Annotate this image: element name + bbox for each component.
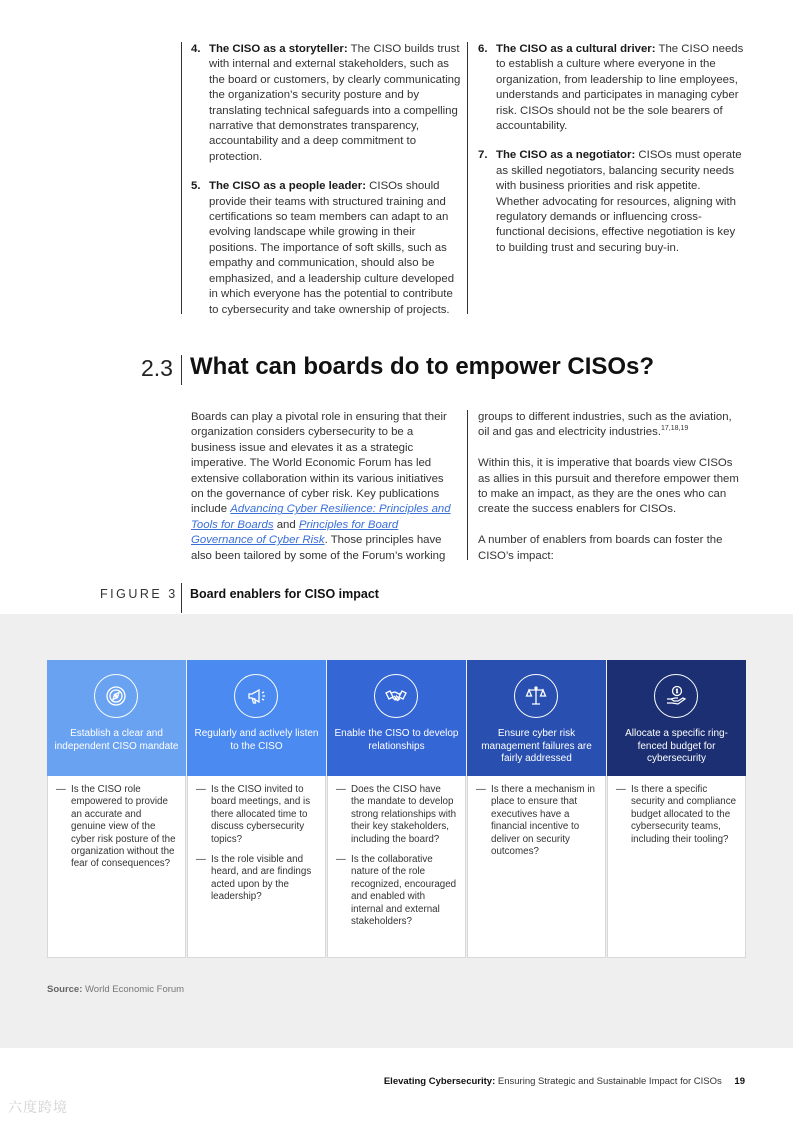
question-item <box>196 854 317 904</box>
role-title: The CISO as a negotiator: <box>496 149 636 162</box>
enablers-grid <box>47 660 746 958</box>
body-column-rule <box>467 410 468 560</box>
enabler-column-relationships <box>327 660 466 958</box>
item-number: 7. <box>478 149 488 162</box>
footer-title-rest: Ensuring Strategic and Sustainable Impact for CISOs <box>497 1076 722 1087</box>
question-text: Is there a mechanism in place to ensure that executives have a financial incentive to deliver on security outcomes? <box>491 784 596 858</box>
question-item <box>336 784 457 846</box>
footnote-refs: 17,18,19 <box>660 425 689 433</box>
enabler-questions <box>327 776 466 958</box>
figure-label-rule <box>181 583 182 613</box>
page-footer <box>384 1076 745 1087</box>
question-text: Is the CISO invited to board meetings, and is there allocated time to discuss cybersecurity topics? <box>211 784 311 845</box>
enabler-header <box>327 660 466 776</box>
footer-title-bold: Elevating Cybersecurity: <box>383 1076 496 1087</box>
source-label: Source: <box>47 984 83 995</box>
question-item <box>616 784 737 846</box>
enabler-header <box>47 660 186 776</box>
enabler-questions <box>467 776 606 958</box>
roles-list-left <box>191 42 461 332</box>
body-paragraph <box>478 410 746 441</box>
column-rule-left <box>181 42 182 314</box>
question-item <box>196 784 317 846</box>
enabler-heading: Establish a clear and independent CISO mandate <box>54 728 179 752</box>
item-number: 4. <box>191 43 201 55</box>
page-number: 19 <box>734 1076 745 1087</box>
dash-bullet: — <box>336 854 346 866</box>
enabler-heading: Regularly and actively listen to the CISO <box>194 728 319 752</box>
enabler-column-listen <box>187 660 326 958</box>
figure-title: Board enablers for CISO impact <box>190 587 379 601</box>
role-text: CISOs must operate as skilled negotiators, balancing security needs with business priorities and risk appetite. Whether advocating for resources, aligning with regulatory demands or influencing cross-functional decisions, effective negotiation is key to building trust and securing buy-in. <box>496 149 742 254</box>
enabler-column-failures <box>467 660 606 958</box>
handshake-icon <box>374 674 418 718</box>
scales-icon <box>514 674 558 718</box>
question-item <box>56 784 177 871</box>
question-text: Is the collaborative nature of the role recognized, encouraged and enabled with internal and external stakeholders? <box>351 854 457 928</box>
role-item-4 <box>191 42 461 165</box>
enabler-header <box>607 660 746 776</box>
role-title: The CISO as a people leader: <box>209 180 366 193</box>
megaphone-icon <box>234 674 278 718</box>
item-number: 6. <box>478 43 488 55</box>
body-paragraph: Within this, it is imperative that boards view CISOs as allies in this pursuit and therefore empower them to make an impact, as they are the ones who can create the success enablers for CISOs. <box>478 457 739 516</box>
link-advancing-cyber-resilience[interactable]: Advancing Cyber Resilience: Principles and Tools for Boards <box>191 503 451 531</box>
question-item <box>336 854 457 928</box>
question-text: Is the role visible and heard, and are findings acted upon by the leadership? <box>211 854 312 903</box>
paragraph-text: groups to different industries, such as the aviation, oil and gas and electricity industries. <box>478 411 732 439</box>
enabler-heading: Enable the CISO to develop relationships <box>334 728 459 752</box>
question-text: Is the CISO role empowered to provide an accurate and genuine view of the cyber risk posture of the organization without the fear of consequences? <box>71 784 176 870</box>
roles-list-right <box>478 42 746 270</box>
enabler-heading: Ensure cyber risk management failures are fairly addressed <box>481 728 592 764</box>
enabler-heading: Allocate a specific ring-fenced budget for cybersecurity <box>625 728 728 764</box>
link-principles-board-governance[interactable]: Principles for Board Governance of Cyber Risk <box>191 518 399 547</box>
dash-bullet: — <box>56 784 66 795</box>
section-heading-rule <box>181 355 182 385</box>
watermark-logo: 六度跨境 <box>8 1099 68 1115</box>
item-number: 5. <box>191 180 201 193</box>
question-text: Does the CISO have the mandate to develop strong relationships with their key stakeholders, including the board? <box>351 784 457 845</box>
money-hand-icon <box>654 674 698 718</box>
role-item-7 <box>478 148 746 256</box>
paragraph-text: and <box>273 518 299 531</box>
source-text: World Economic Forum <box>85 984 185 995</box>
role-title: The CISO as a storyteller: <box>209 43 348 55</box>
dash-bullet: — <box>196 784 206 795</box>
role-item-6 <box>478 42 746 134</box>
role-title: The CISO as a cultural driver: <box>496 43 656 55</box>
body-left-column <box>191 410 459 579</box>
compass-icon <box>94 674 138 718</box>
dash-bullet: — <box>476 784 486 795</box>
enabler-header <box>467 660 606 776</box>
question-item <box>476 784 597 858</box>
role-item-5 <box>191 179 461 318</box>
body-paragraph <box>191 410 459 564</box>
enabler-questions <box>47 776 186 958</box>
paragraph-text: Boards can play a pivotal role in ensuring that their organization considers cybersecurity to be a business issue and elevates it as a strategic imperative. The World Economic Forum has led extensive collaboration within its various initiatives on the governance of cyber risk. Key publications include <box>191 411 447 516</box>
question-text: Is there a specific security and compliance budget allocated to the cybersecurity teams, including their tooling? <box>631 784 737 845</box>
section-number: 2.3 <box>141 355 173 381</box>
figure-source <box>47 984 184 995</box>
enabler-questions <box>187 776 326 958</box>
role-text: The CISO needs to establish a culture where everyone in the organization, from leadership to line employees, understands and participates in managing cyber risk. CISOs should not be the sole bearers of accountability. <box>496 43 744 133</box>
enabler-header <box>187 660 326 776</box>
role-text: The CISO builds trust with internal and external stakeholders, such as the board or customers, by clearly communicating the organization’s security posture and by translating technical safeguards into a compelling narrative that demonstrates transparency, accountability and a deep commitment to protection. <box>209 43 461 163</box>
dash-bullet: — <box>616 784 626 795</box>
figure-label: FIGURE 3 <box>100 587 178 601</box>
section-title: What can boards do to empower CISOs? <box>190 353 655 380</box>
dash-bullet: — <box>196 854 206 866</box>
column-rule-middle <box>467 42 468 314</box>
body-paragraph: A number of enablers from boards can foster the CISO’s impact: <box>478 534 723 562</box>
dash-bullet: — <box>336 784 346 795</box>
enabler-column-budget <box>607 660 746 958</box>
body-right-column <box>478 410 746 579</box>
role-text: CISOs should provide their teams with structured training and certifications so team members can adapt to an evolving landscape while growing in their positions. The importance of soft skills, such as empathy and communication, should also be emphasized, and a leadership culture developed in which everyone has the potential to contribute to cybersecurity and take ownership of projects. <box>209 180 455 316</box>
paragraph-text: . Those principles have also been tailored by some of the Forum’s working <box>191 534 446 562</box>
enabler-questions <box>607 776 746 958</box>
enabler-column-mandate <box>47 660 186 958</box>
